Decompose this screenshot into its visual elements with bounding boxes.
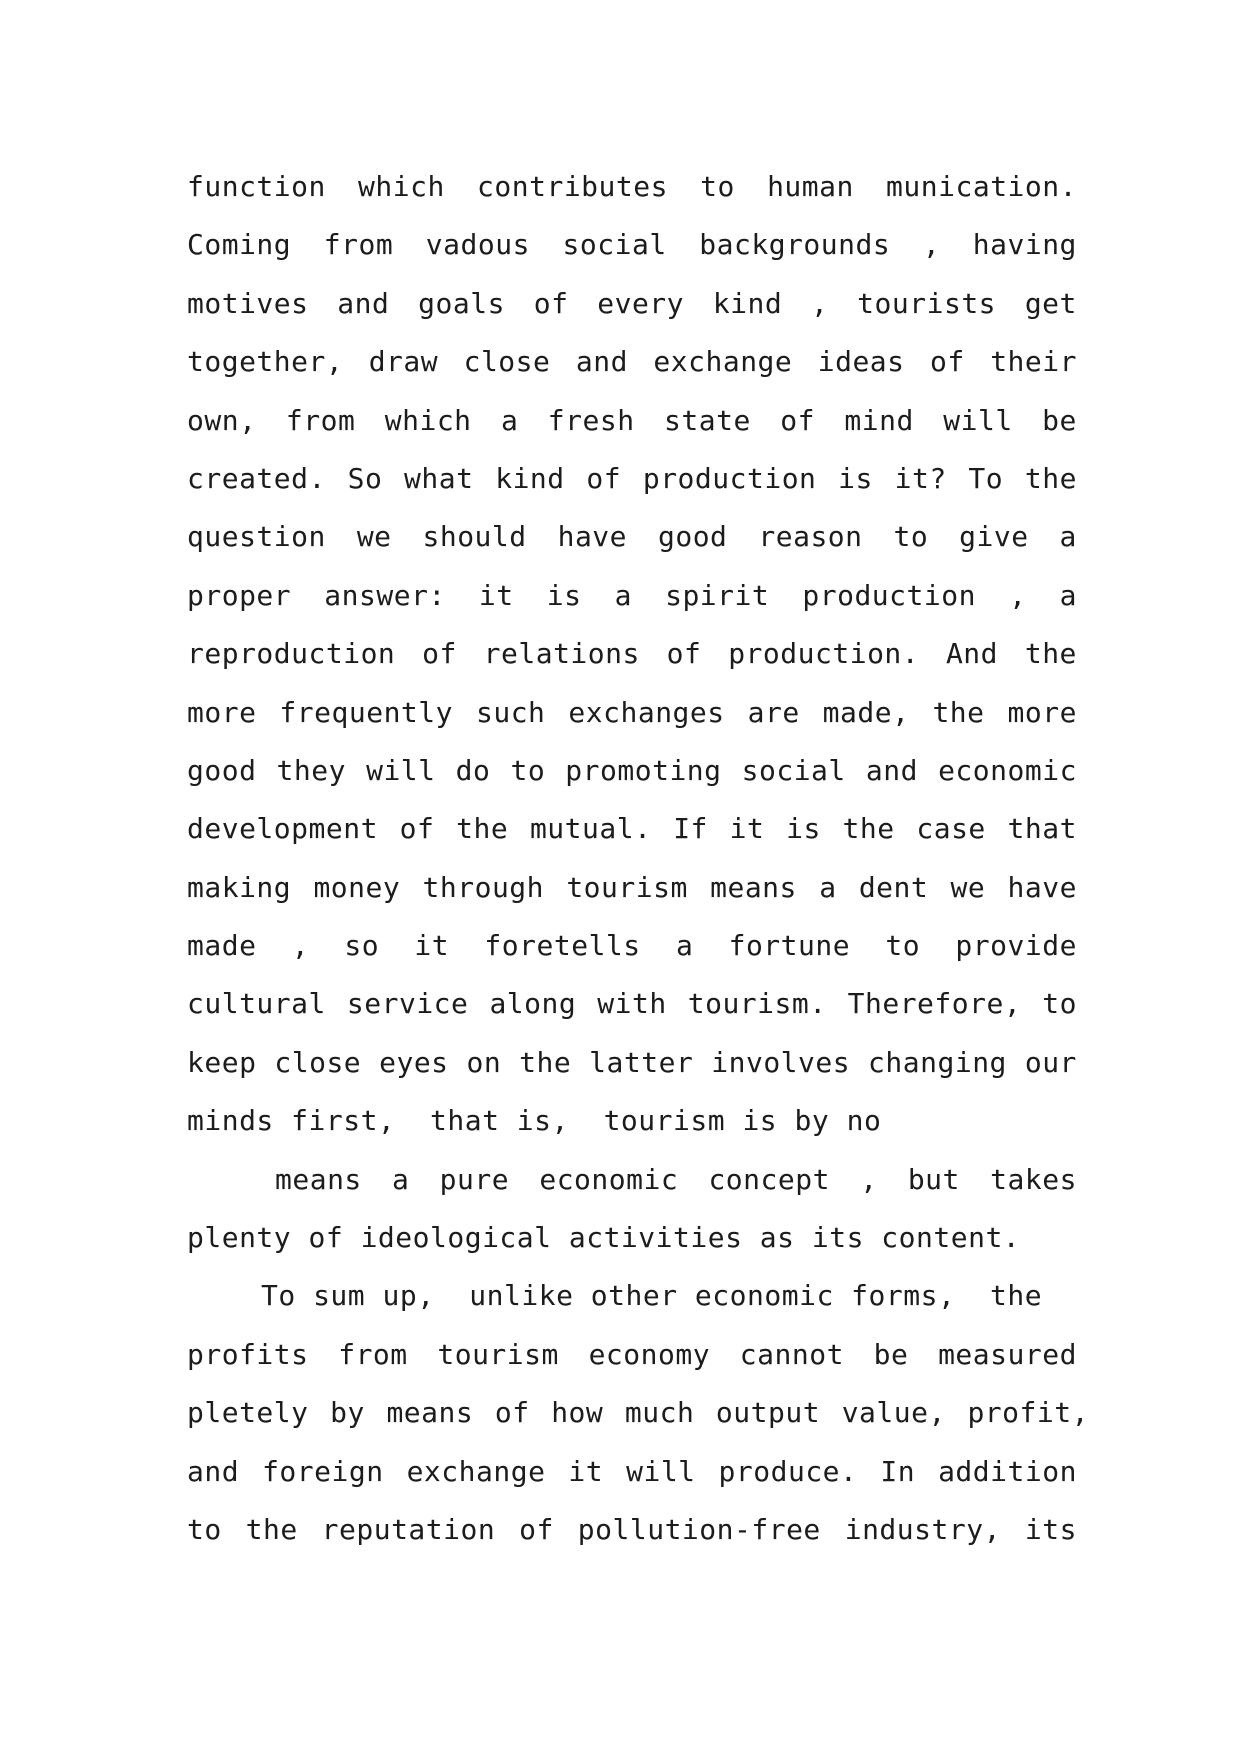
word: pollution-free [577, 1512, 821, 1546]
word: , [860, 1162, 878, 1196]
word: will [626, 1454, 696, 1488]
word: how [551, 1396, 604, 1430]
word: a [392, 1162, 410, 1196]
word: so [344, 929, 380, 963]
word: reproduction [187, 637, 396, 671]
word: And [945, 637, 999, 671]
word: profits [187, 1337, 309, 1371]
word: profit, [967, 1396, 1089, 1430]
text-line [187, 1443, 1077, 1501]
word: close [274, 1045, 362, 1079]
text-line [187, 216, 1077, 274]
word: be [873, 1337, 909, 1371]
text-line [187, 975, 1077, 1033]
word: means [386, 1396, 474, 1430]
word: foreign [262, 1454, 384, 1488]
word: with [597, 987, 667, 1021]
word: , [811, 286, 829, 320]
text-line [187, 567, 1077, 625]
word: pletely [187, 1396, 309, 1430]
text-line: plenty of ideological activities as its content. [187, 1221, 1021, 1255]
word: provide [955, 929, 1077, 963]
word: munication. [886, 170, 1077, 203]
word: measured [938, 1337, 1077, 1371]
word: latter [589, 1045, 694, 1079]
word: a [1059, 520, 1077, 554]
word: exchange [406, 1454, 546, 1488]
word: through [422, 870, 545, 904]
word: is [546, 578, 582, 612]
word: , [922, 228, 941, 262]
word: it [478, 578, 514, 612]
word: give [959, 520, 1029, 554]
word: is [786, 812, 821, 846]
word: produce. [718, 1454, 858, 1488]
word: to [510, 753, 546, 787]
word: that [1007, 812, 1077, 846]
word: answer: [324, 578, 446, 612]
word: get [1024, 286, 1077, 320]
word: keep [187, 1045, 257, 1079]
word: made, [822, 695, 910, 729]
word: we [950, 870, 986, 904]
word: exchange [653, 345, 793, 379]
word: own, [187, 403, 257, 437]
word: economic [938, 753, 1077, 787]
word: goals [418, 286, 505, 320]
word: it [729, 812, 765, 846]
text-line [187, 1326, 1077, 1384]
word: spirit [665, 578, 770, 612]
word: every [597, 286, 685, 320]
word: reason [758, 520, 863, 554]
word: involves [711, 1045, 851, 1079]
word: of [494, 1396, 530, 1430]
word: created. [187, 461, 326, 495]
word: to [885, 929, 921, 963]
word: dent [858, 870, 929, 904]
word: production [802, 578, 976, 612]
word: function [187, 170, 326, 203]
word: together, [187, 345, 344, 379]
word: question [187, 520, 326, 554]
text-line [187, 625, 1077, 683]
word: economy [588, 1337, 711, 1371]
text-line [187, 1501, 1077, 1559]
word: takes [990, 1162, 1077, 1196]
word: In [880, 1454, 916, 1488]
word: will [943, 403, 1013, 437]
word: If [673, 812, 708, 846]
word: state [664, 403, 751, 437]
text-line [187, 859, 1077, 917]
word: a [614, 578, 632, 612]
word: what [404, 461, 474, 495]
word: it [568, 1454, 604, 1488]
word: eyes [379, 1045, 449, 1079]
word: tourism [437, 1337, 559, 1371]
word: service [346, 987, 469, 1021]
word: our [1024, 1045, 1077, 1079]
word: be [1042, 403, 1077, 437]
word: are [747, 695, 800, 729]
paragraph-start-line: To sum up, unlike other economic forms, the [261, 1279, 1043, 1313]
word: do [455, 753, 491, 787]
word: foretells [484, 929, 641, 963]
word: tourism. [687, 987, 827, 1021]
word: fortune [728, 929, 851, 963]
word: the [456, 812, 509, 846]
word: case [916, 812, 986, 846]
word: addition [938, 1454, 1077, 1488]
word: and [865, 753, 918, 787]
word: but [907, 1162, 960, 1196]
word: Therefore, [847, 987, 1022, 1021]
word: output [715, 1396, 821, 1430]
word: production. [728, 637, 920, 671]
word: will [366, 753, 436, 787]
word: contributes [477, 170, 668, 203]
word: the [1024, 461, 1077, 495]
word: by [330, 1396, 365, 1430]
word: development [187, 812, 378, 846]
word: kind [712, 286, 783, 320]
text-line [187, 1384, 1089, 1442]
word: to [1042, 987, 1077, 1021]
word: close [463, 345, 551, 379]
word: have [1007, 870, 1077, 904]
word: to [187, 1512, 222, 1546]
word: mind [844, 403, 914, 437]
word: backgrounds [699, 228, 891, 262]
word: good [187, 753, 257, 787]
word: mutual. [529, 812, 652, 846]
word: means [275, 1162, 362, 1196]
word: of [780, 403, 815, 437]
word: social [562, 228, 667, 262]
word: cultural [187, 987, 326, 1021]
word: vadous [425, 228, 530, 262]
word: good [657, 520, 728, 554]
text-line [187, 450, 1077, 508]
word: a [819, 870, 837, 904]
word: and [337, 286, 390, 320]
word: means [710, 870, 797, 904]
text-line [187, 1151, 1077, 1209]
word: a [500, 403, 519, 437]
text-line [187, 392, 1077, 450]
text-line [187, 333, 1077, 391]
word: is [838, 461, 873, 495]
word: their [990, 345, 1077, 379]
word: economic [539, 1162, 679, 1196]
word: a [1059, 578, 1077, 612]
word: we [356, 520, 392, 554]
word: relations [483, 637, 640, 671]
word: along [489, 987, 577, 1021]
word: and [187, 1454, 240, 1488]
word: should [422, 520, 527, 554]
word: proper [187, 578, 292, 612]
word: cannot [739, 1337, 844, 1371]
word: and [575, 345, 628, 379]
word: industry, [844, 1512, 1001, 1546]
word: Coming [187, 228, 292, 262]
word: So [347, 461, 383, 495]
word: made [187, 929, 257, 963]
word: To [968, 461, 1004, 495]
word: of [930, 345, 965, 379]
word: money [313, 870, 401, 904]
word: from [285, 403, 356, 437]
word: such [475, 695, 546, 729]
word: kind [495, 461, 565, 495]
word: , [291, 929, 310, 963]
word: reputation [321, 1512, 496, 1546]
word: much [624, 1396, 695, 1430]
word: the [245, 1512, 298, 1546]
text-line [187, 800, 1077, 858]
word: to [700, 170, 735, 203]
word: which [358, 170, 445, 203]
word: the [1024, 637, 1077, 671]
text-line [187, 275, 1077, 333]
word: tourists [857, 286, 997, 320]
word: of [666, 637, 702, 671]
text-line [187, 742, 1077, 800]
word: to [893, 520, 929, 554]
word: of [519, 1512, 554, 1546]
text-line: minds first, that is, tourism is by no [187, 1104, 882, 1138]
text-line [187, 684, 1077, 742]
word: promoting [565, 753, 722, 787]
text-line [187, 1034, 1077, 1092]
word: frequently [279, 695, 453, 729]
word: of [422, 637, 457, 671]
word: it? [894, 461, 947, 495]
word: fresh [547, 403, 635, 437]
word: which [384, 403, 472, 437]
text-line [187, 158, 1077, 216]
text-line [187, 917, 1077, 975]
word: the [842, 812, 895, 846]
word: having [972, 228, 1077, 262]
word: the [519, 1045, 572, 1079]
word: a [675, 929, 694, 963]
word: , [1009, 578, 1027, 612]
word: human [767, 170, 854, 203]
word: its [1024, 1512, 1077, 1546]
word: of [399, 812, 435, 846]
word: social [741, 753, 846, 787]
body-text [187, 158, 1089, 1559]
word: concept [708, 1162, 830, 1196]
word: it [414, 929, 450, 963]
word: exchanges [568, 695, 725, 729]
word: have [557, 520, 628, 554]
word: from [338, 1337, 408, 1371]
word: production [642, 461, 817, 495]
word: of [533, 286, 569, 320]
word: changing [868, 1045, 1007, 1079]
word: making [187, 870, 292, 904]
word: draw [368, 345, 439, 379]
word: tourism [566, 870, 688, 904]
word: the [932, 695, 985, 729]
word: motives [187, 286, 309, 320]
word: of [586, 461, 622, 495]
word: they [276, 753, 346, 787]
word: value, [841, 1396, 946, 1430]
word: ideas [817, 345, 905, 379]
word: pure [439, 1162, 510, 1196]
word: more [187, 695, 257, 729]
word: more [1007, 695, 1077, 729]
word: from [323, 228, 394, 262]
text-line [187, 508, 1077, 566]
word: on [466, 1045, 502, 1079]
